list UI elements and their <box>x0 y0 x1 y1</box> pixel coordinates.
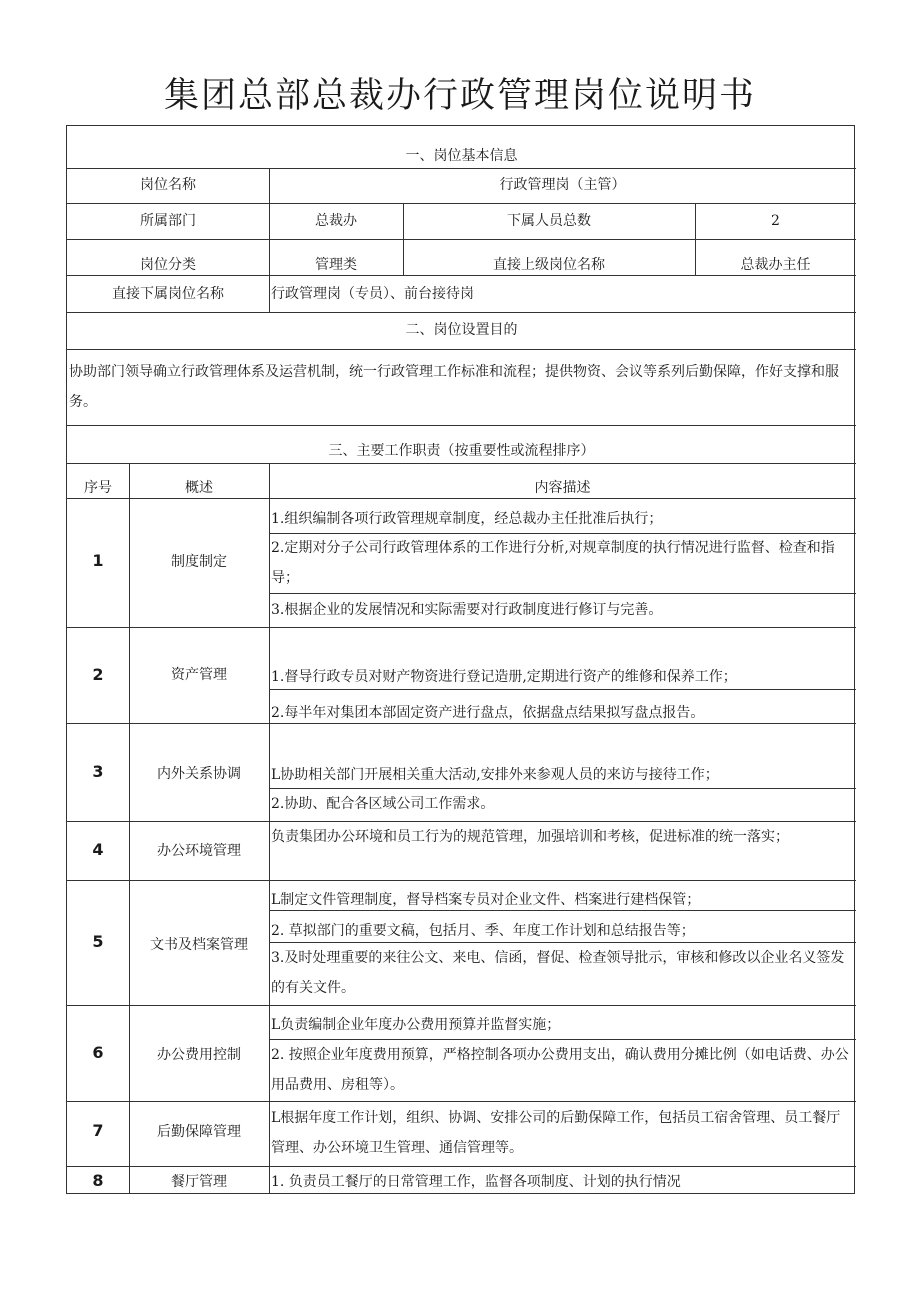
section1-heading: 一、岗位基本信息 <box>405 148 518 164</box>
rule <box>269 593 856 594</box>
duty-item: 2.定期对分子公司行政管理体系的工作进行分析,对规章制度的执行情况进行监督、检查和指导； <box>271 540 835 586</box>
section3-heading: 三、主要工作职责（按重要性或流程排序） <box>328 443 595 459</box>
duty-number: 3 <box>92 762 104 781</box>
staff-count-label: 下属人员总数 <box>507 213 591 229</box>
duty-item: L制定文件管理制度，督导档案专员对企业文件、档案进行建档保管； <box>271 892 701 908</box>
superior-label: 直接上级岗位名称 <box>493 257 605 273</box>
document-title: 集团总部总裁办行政管理岗位说明书 <box>163 76 756 116</box>
purpose-text: 协助部门领导确立行政管理体系及运营机制，统一行政管理工作标准和流程；提供物资、会议等系列后勤保障，作好支撑和服务。 <box>69 364 839 410</box>
dept-value: 总裁办 <box>315 213 357 229</box>
category-label: 岗位分类 <box>140 257 196 273</box>
duty-summary: 资产管理 <box>171 667 227 683</box>
category-value: 管理类 <box>315 257 357 273</box>
rule <box>67 1101 856 1102</box>
duty-item: L根据年度工作计划，组织、协调、安排公司的后勤保障工作，包括员工宿舍管理、员工餐厅管理、办公环境卫生管理、通信管理等。 <box>271 1110 841 1156</box>
rule <box>269 788 856 789</box>
duty-item: 2.每半年对集团本部固定资产进行盘点，依据盘点结果拟写盘点报告。 <box>271 705 705 721</box>
duty-item: L负责编制企业年度办公费用预算并监督实施； <box>271 1017 561 1033</box>
duty-item: 3.根据企业的发展情况和实际需要对行政制度进行修订与完善。 <box>271 602 663 618</box>
rule <box>67 239 856 240</box>
rule <box>269 463 270 1194</box>
rule <box>67 627 856 628</box>
duty-item: 1.组织编制各项行政管理规章制度，经总裁办主任批准后执行； <box>271 511 663 527</box>
duty-summary: 制度制定 <box>171 554 227 570</box>
rule <box>67 312 856 313</box>
duty-summary: 后勤保障管理 <box>157 1124 241 1140</box>
duty-item: 3.及时处理重要的来往公文、来电、信函，督促、检查领导批示，审核和修改以企业名义签发的有关文件。 <box>271 950 845 996</box>
duty-item: 1. 负责员工餐厅的日常管理工作，监督各项制度、计划的执行情况 <box>271 1174 681 1190</box>
superior-value: 总裁办主任 <box>740 257 811 273</box>
rule <box>67 463 856 464</box>
dept-label: 所属部门 <box>140 213 196 229</box>
duty-number: 7 <box>92 1121 104 1140</box>
duty-item: 2. 按照企业年度费用预算，严格控制各项办公费用支出，确认费用分摊比例（如电话费、办公用品费用、房租等）。 <box>271 1047 849 1093</box>
duty-summary: 文书及档案管理 <box>150 937 248 953</box>
rule <box>67 349 856 350</box>
rule <box>67 168 856 169</box>
duty-summary: 餐厅管理 <box>171 1174 227 1190</box>
col-header-desc: 内容描述 <box>534 480 591 496</box>
duty-summary: 内外关系协调 <box>157 766 241 782</box>
duty-number: 4 <box>92 840 104 859</box>
job-name-label: 岗位名称 <box>140 177 196 193</box>
duty-number: 5 <box>92 932 104 951</box>
job-description-table <box>66 125 855 1194</box>
col-header-no: 序号 <box>84 480 112 496</box>
duty-item: 负责集团办公环境和员工行为的规范管理，加强培训和考核，促进标准的统一落实； <box>271 829 789 845</box>
job-name-value: 行政管理岗（主管） <box>499 177 626 193</box>
rule <box>67 203 856 204</box>
subordinate-value: 行政管理岗（专员）、前台接待岗 <box>271 286 474 302</box>
duty-number: 6 <box>92 1043 104 1062</box>
section2-heading: 二、岗位设置目的 <box>405 322 518 338</box>
rule <box>67 1166 856 1167</box>
duty-number: 2 <box>92 665 104 684</box>
duty-item: L协助相关部门开展相关重大活动,安排外来参观人员的来访与接待工作； <box>271 767 719 783</box>
rule <box>67 1005 856 1006</box>
duty-summary: 办公费用控制 <box>157 1047 241 1063</box>
duty-summary: 办公环境管理 <box>157 843 241 859</box>
duty-number: 1 <box>92 551 104 570</box>
rule <box>269 689 856 690</box>
staff-count-value: 2 <box>771 213 780 229</box>
duty-number: 8 <box>92 1171 104 1190</box>
rule <box>67 821 856 822</box>
rule <box>67 880 856 881</box>
duty-item: 2.协助、配合各区域公司工作需求。 <box>271 796 495 812</box>
duty-item: 1.督导行政专员对财产物资进行登记造册,定期进行资产的维修和保养工作； <box>271 669 737 685</box>
col-header-summary: 概述 <box>185 480 213 496</box>
rule <box>67 425 856 426</box>
duty-item: 2. 草拟部门的重要文稿，包括月、季、年度工作计划和总结报告等； <box>271 923 695 939</box>
subordinate-label: 直接下属岗位名称 <box>112 286 224 302</box>
